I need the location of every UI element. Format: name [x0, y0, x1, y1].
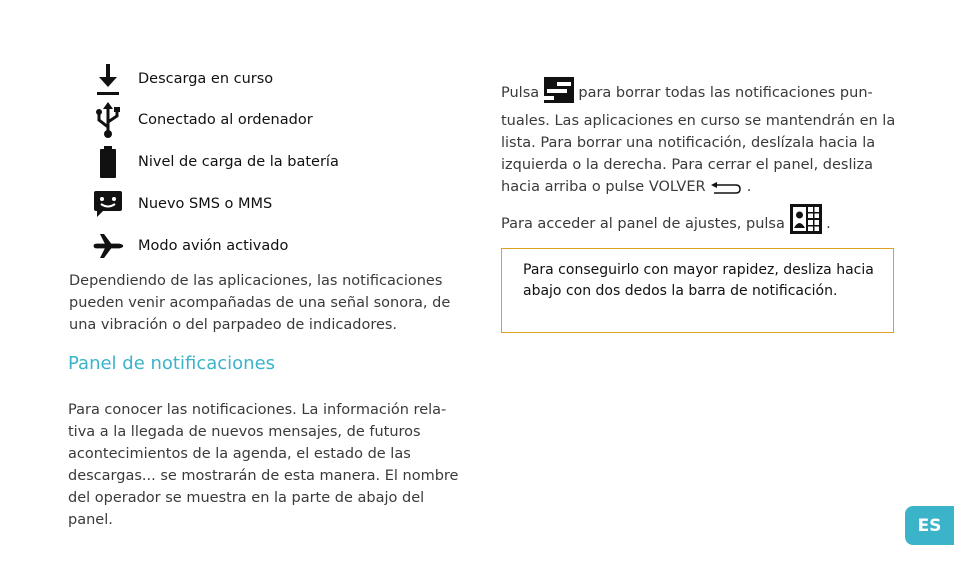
notification-description: Dependiendo de las aplicaciones, las notificaciones pueden venir acompañadas de una señal sonora, de una vibración o del parpadeo de indicadores. [69, 273, 451, 333]
list-item [92, 144, 339, 180]
list-item [92, 61, 274, 97]
icon-label: Modo avión activado [138, 238, 289, 254]
icon-label: Nivel de carga de la batería [138, 154, 339, 170]
tip-text: Para conseguirlo con mayor rapidez, desliza hacia abajo con dos dedos la barra de notificación. [523, 262, 874, 299]
list-item [92, 186, 273, 222]
icon-label: Conectado al ordenador [138, 112, 313, 128]
icon-label: Descarga en curso [138, 71, 274, 87]
list-item [92, 102, 313, 138]
back-icon [710, 181, 742, 204]
clear-notifications-icon [544, 77, 574, 110]
airplane-icon [92, 228, 124, 264]
section-heading: Panel de notificaciones [68, 353, 276, 374]
list-item [92, 228, 289, 264]
icon-label: Nuevo SMS o MMS [138, 196, 273, 212]
sms-icon [92, 186, 124, 222]
tip-box [501, 248, 894, 333]
language-tab: ES [905, 506, 954, 545]
download-icon [92, 61, 124, 97]
panel-description: Para conocer las notificaciones. La información relativa a la llegada de nuevos mensajes, de futuros acontecimientos de la agenda, el estado de las descargas... se mostrarán de esta manera. El nombre del operador se muestra en la parte de abajo del panel. [68, 402, 459, 528]
usb-icon [92, 102, 124, 138]
clear-instructions: Pulsa para borrar todas las notificaciones puntuales. Las aplicaciones en curso se mantendrán en la lista. Para borrar una notificación, deslízala hacia la izquierda o la derecha. Para cerrar el panel, desliza hacia arriba o pulse VOLVER . Para acceder al panel de ajustes, pulsa . [501, 77, 896, 241]
settings-panel-icon [790, 204, 822, 241]
battery-icon [92, 144, 124, 180]
